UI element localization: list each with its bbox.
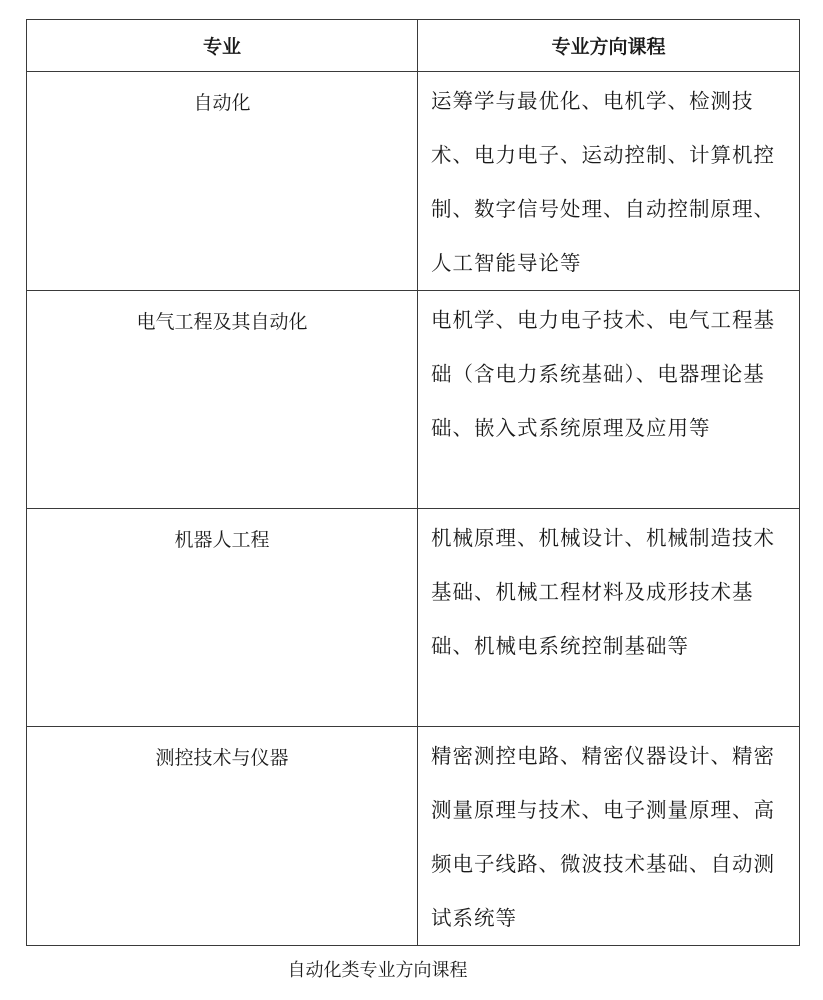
table-caption: 自动化类专业方向课程 bbox=[287, 960, 468, 981]
courses-cell: 机械原理、机械设计、机械制造技术基础、机械工程材料及成形技术基础、机械电系统控制基础等 bbox=[418, 509, 800, 727]
header-major: 专业 bbox=[27, 20, 418, 72]
header-courses: 专业方向课程 bbox=[418, 20, 800, 72]
courses-cell: 电机学、电力电子技术、电气工程基础（含电力系统基础）、电器理论基础、嵌入式系统原理及应用等 bbox=[418, 291, 800, 509]
course-table-container bbox=[26, 19, 799, 946]
table-header-row bbox=[27, 20, 800, 72]
table-row bbox=[27, 72, 800, 291]
major-cell: 测控技术与仪器 bbox=[27, 727, 418, 946]
course-table bbox=[26, 19, 800, 946]
table-row bbox=[27, 291, 800, 509]
table-row bbox=[27, 509, 800, 727]
major-cell: 电气工程及其自动化 bbox=[27, 291, 418, 509]
table-row bbox=[27, 727, 800, 946]
courses-cell: 精密测控电路、精密仪器设计、精密测量原理与技术、电子测量原理、高频电子线路、微波技术基础、自动测试系统等 bbox=[418, 727, 800, 946]
courses-cell: 运筹学与最优化、电机学、检测技术、电力电子、运动控制、计算机控制、数字信号处理、自动控制原理、人工智能导论等 bbox=[418, 72, 800, 291]
major-cell: 机器人工程 bbox=[27, 509, 418, 727]
major-cell: 自动化 bbox=[27, 72, 418, 291]
